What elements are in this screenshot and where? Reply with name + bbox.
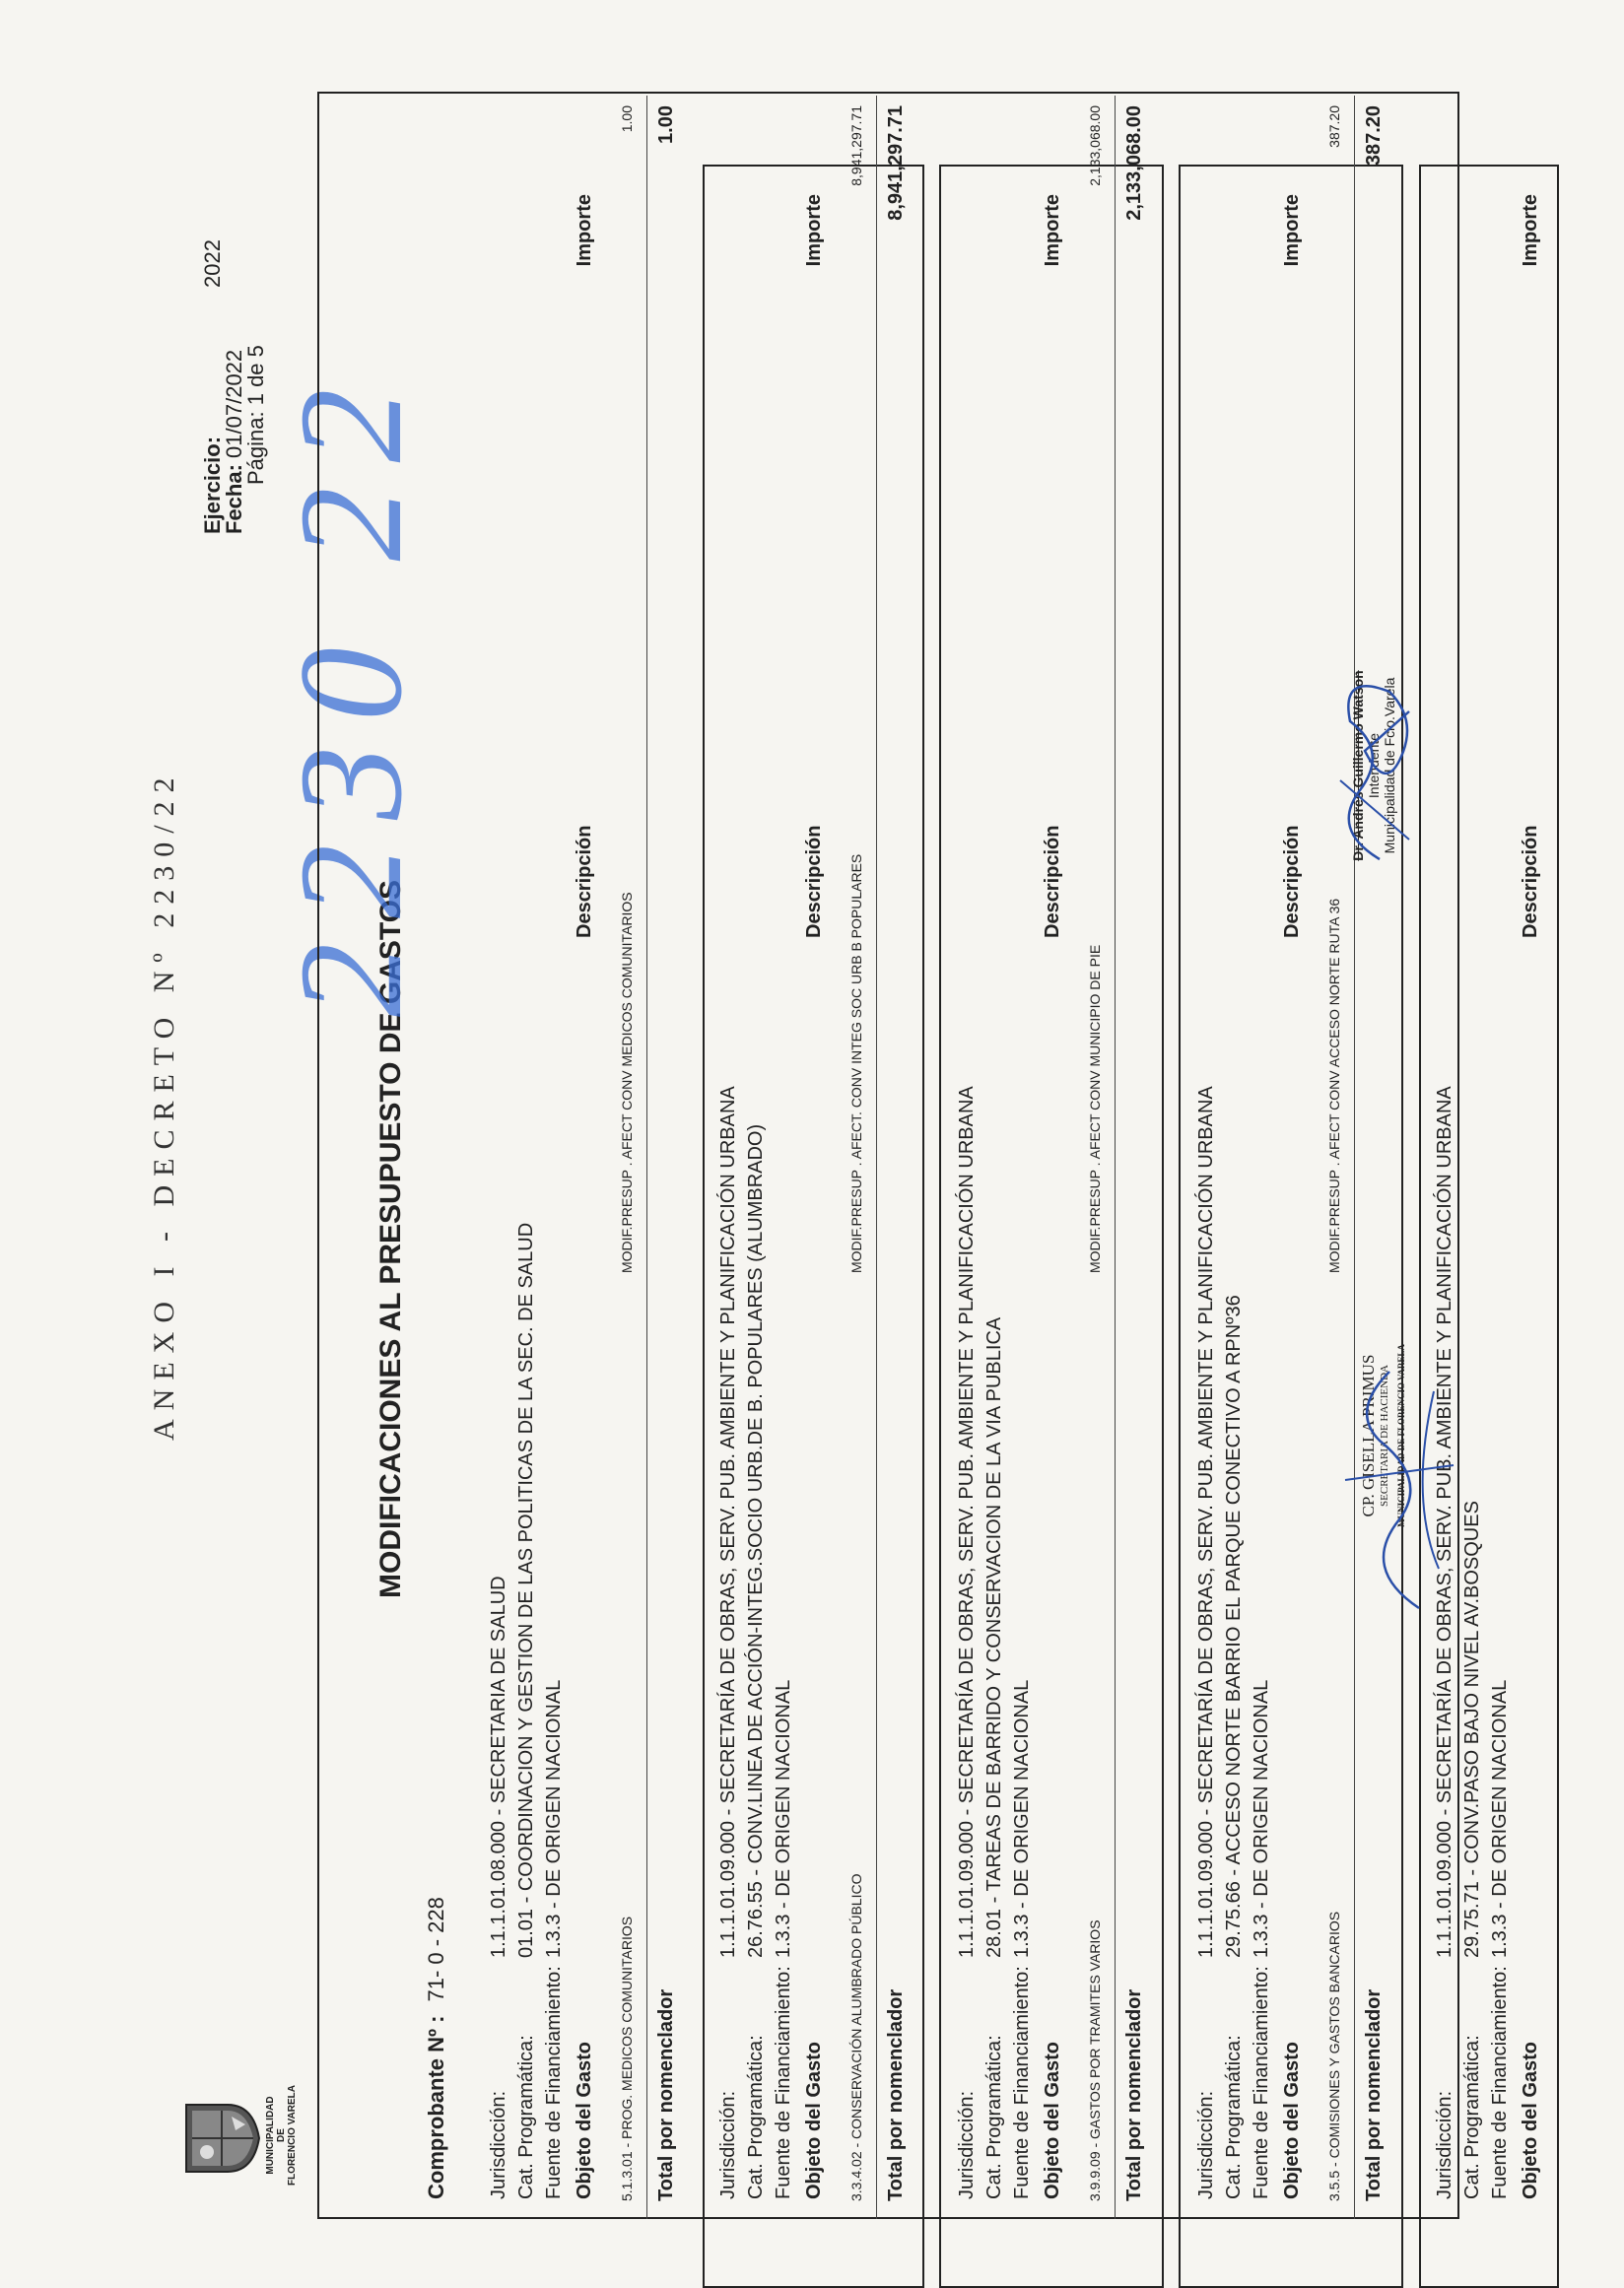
- comprobante-row: [424, 1897, 449, 2199]
- anexo-title: ANEXO I - DECRETO Nº 2230/22: [148, 769, 180, 1441]
- importe-header: Importe: [1520, 194, 1541, 267]
- ejercicio-info: [200, 239, 268, 534]
- logo-text: MUNICIPALIDAD DE FLORENCIO VARELA: [265, 2084, 298, 2187]
- pagina-row: Página: 1 de 5: [243, 345, 268, 485]
- rotated-content: MUNICIPALIDAD DE FLORENCIO VARELA ANEXO I - DECRETO Nº 2230/22 MODIFICACIONES AL PRESUPUESTO DE GASTOS 2230 22 Ejercicio: 2022 Fecha: 01/07/2022 Página: 1 de 5 Comprobante Nº :71- 0 - 228 Jurisdicción: 1.1.1.01.08.000 - SECRETARIA DE SALUD Cat. Programática: 01.01 - COORDINACION Y GESTION DE LAS POLITICAS DE LA SEC. DE SALUD Fuente de Financiamiento: 1.3.3 - DE ORIGEN NACIONAL Objeto del Gasto Descripción Importe 5.1.3.01 - PROG. MEDICOS COMUNITARIOS MODIF.PRESUP . AFECT CONV MEDICOS COMUNITARIOS 1.00 Total por nomenclador 1.00 Jurisdicción: 1.1.1.01.09.000 - SECRETARÍA DE OBRAS, SERV. PUB. AMBIENTE Y PLANIFICACIÓN URBANA Cat. Programática: 26.76.55 - CONV.LINEA DE ACCIÓN-INTEG.SOCIO URB.DE B. POPULARES (ALUMBRADO) Fuente de Financiamiento: 1.3.3 - DE ORIGEN NACIONAL Objeto del Gasto Descripción Importe 3.3.4.02 - CONSERVACIÓN ALUMBRADO PÚBLICO MODIF.PRESUP . AFECT. CONV INTEG SOC URB B POPULARES 8,941,297.71 Total por nomenclador 8,941,297.71 Jurisdicción: 1.1.1.01.09.000 - SECRETARÍA DE OBRAS, SERV. PUB. AMBIENTE Y PLANIFICACIÓN URBANA Cat. Programática: 28.01 - TAREAS DE BARRIDO Y CONSERVACION DE LA VIA PUBLICA Fuente de Financiamiento: 1.3.3 - DE ORIGEN NACIONAL Objeto del Gasto Descripción Importe 3.9.9.09 - GASTOS POR TRAMITES VARIOS MODIF.PRESUP . AFECT CONV MUNICIPIO DE PIE 2,133,068.00 Total por nomenclador 2,133,068.00 Jurisdicción: 1.1.1.01.09.000 - SECRETARÍA DE OBRAS, SERV. PUB. AMBIENTE Y PLANIFICACIÓN URBANA Cat. Programática: 29.75.66 - ACCESO NORTE BARRIO EL PARQUE CONECTIVO A RPNº36 Fuente de Financiamiento: 1.3.3 - DE ORIGEN NACIONAL Objeto del Gasto Descripción Importe 3.5.5 - COMISIONES Y GASTOS BANCARIOS MODIF.PRESUP . AFECT CONV ACCESO NORTE RUTA 36 387.20 Total por nomenclador 387.20 Jurisdicción: 1.1.1.01.09.000 - SECRETARÍA DE OBRAS, SERV. PUB. AMBIENTE Y PLANIFICACIÓN URBANA Cat. Programática: 29.75.71 - CONV.PASO BAJO NIVEL AV.BOSQUES Fuente de Financiamiento: 1.3.3 - DE ORIGEN NACIONAL Objeto del Gasto Descripción Importe Dr. Andrés Guillermo Watson Intendente Municipalidad de Fcio.Varela CP. GISELLA PRIMUS SECRETARIA DE HACIENDA MUNICIPALIDAD DE FLORENCIO VARELA: [0, 0, 1624, 2288]
- document-title: MODIFICACIONES AL PRESUPUESTO DE GASTOS: [374, 880, 407, 1598]
- divider: [1115, 96, 1116, 2219]
- divider: [646, 96, 647, 2219]
- descripcion-header: Descripción: [803, 825, 825, 938]
- importe-header: Importe: [1281, 194, 1303, 267]
- comprobante-label: Comprobante Nº :: [424, 2015, 448, 2199]
- signature-secretaria: CP. GISELLA PRIMUS SECRETARIA DE HACIENDA MUNICIPALIDAD DE FLORENCIO VARELA: [1359, 1344, 1406, 1527]
- objeto-header: Objeto del Gasto: [1042, 2041, 1063, 2199]
- ejercicio-row: Ejercicio: 2022: [200, 239, 225, 534]
- objeto-header: Objeto del Gasto: [803, 2041, 825, 2199]
- handwritten-stamp-number: 2230 22: [269, 364, 433, 1017]
- divider: [1354, 96, 1355, 2219]
- municipal-logo: [182, 2081, 298, 2189]
- coat-of-arms-icon: [182, 2099, 261, 2178]
- objeto-header: Objeto del Gasto: [574, 2041, 595, 2199]
- importe-header: Importe: [803, 194, 825, 267]
- descripcion-header: Descripción: [1042, 825, 1063, 938]
- handwritten-signature-icon: [1340, 1332, 1458, 1628]
- divider: [876, 96, 877, 2219]
- objeto-header: Objeto del Gasto: [1281, 2041, 1303, 2199]
- comprobante-value: 71- 0 - 228: [424, 1897, 448, 2002]
- objeto-header: Objeto del Gasto: [1520, 2041, 1541, 2199]
- importe-header: Importe: [1042, 194, 1063, 267]
- signature-intendente: Dr. Andrés Guillermo Watson Intendente Municipalidad de Fcio.Varela: [1350, 670, 1397, 861]
- importe-header: Importe: [574, 194, 595, 267]
- fecha-row: Fecha: 01/07/2022: [222, 349, 246, 534]
- descripcion-header: Descripción: [574, 825, 595, 938]
- descripcion-header: Descripción: [1281, 825, 1303, 938]
- descripcion-header: Descripción: [1520, 825, 1541, 938]
- handwritten-signature-icon: [1320, 652, 1429, 869]
